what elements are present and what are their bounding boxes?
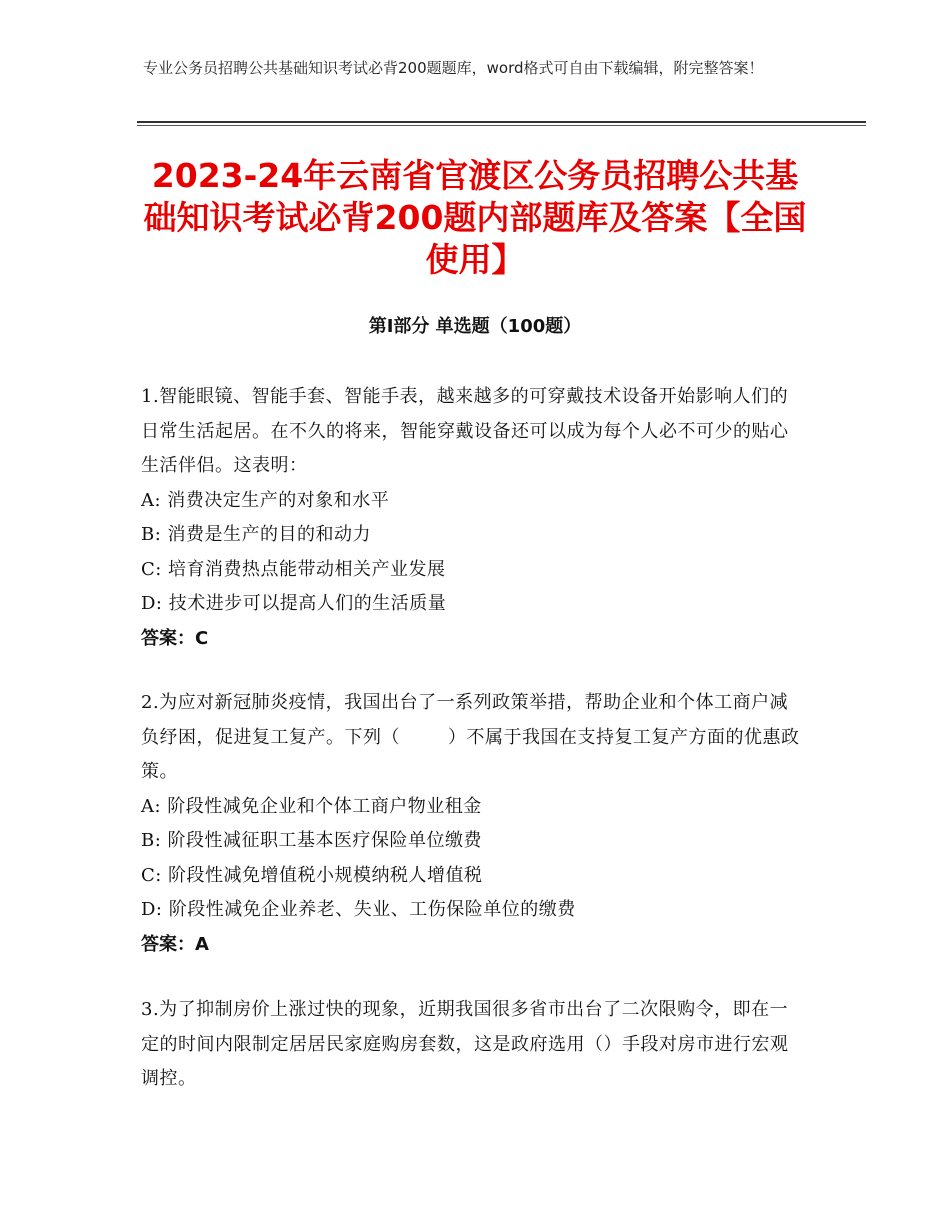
option-a: A: 消费决定生产的对象和水平 — [141, 489, 390, 511]
option-c: C: 阶段性减免增值税小规模纳税人增值税 — [141, 864, 483, 886]
answer-label: 答案： — [141, 933, 195, 955]
option-a: A: 阶段性减免企业和个体工商户物业租金 — [141, 795, 482, 817]
document-title: 2023-24年云南省官渡区公务员招聘公共基础知识考试必背200题内部题库及答案【全国使用】 — [143, 156, 807, 279]
option-b: B: 阶段性减征职工基本医疗保险单位缴费 — [141, 830, 483, 851]
question-3 — [141, 993, 806, 1097]
question-stem-part-1: 2.为应对新冠肺炎疫情，我国出台了一系列政策举措，帮助企业和个体工商户减负纾困，促进复工复产。下列（ — [141, 692, 789, 748]
answer-line — [141, 622, 806, 657]
question-2 — [141, 686, 806, 962]
question-stem: 1.智能眼镜、智能手套、智能手表，越来越多的可穿戴技术设备开始影响人们的日常生活起居。在不久的将来，智能穿戴设备还可以成为每个人必不可少的贴心生活伴侣。这表明： — [141, 386, 789, 476]
option-d: D: 技术进步可以提高人们的生活质量 — [141, 593, 447, 614]
header-note: 专业公务员招聘公共基础知识考试必背200题题库，word格式可自由下载编辑，附完整答案！ — [143, 59, 764, 77]
option-d: D: 阶段性减免企业养老、失业、工伤保险单位的缴费 — [141, 899, 576, 920]
option-b: B: 消费是生产的目的和动力 — [141, 524, 372, 545]
section-heading: 第I部分 单选题（100题） — [368, 316, 582, 337]
header-rule-thin — [137, 125, 866, 126]
answer-label: 答案： — [141, 627, 195, 649]
answer-line — [141, 928, 806, 963]
answer-value: C — [195, 627, 209, 649]
header-rule-thick — [137, 121, 866, 123]
question-stem: 3.为了抑制房价上涨过快的现象，近期我国很多省市出台了二次限购令，即在一定的时间内限制定居居民家庭购房套数，这是政府选用（）手段对房市进行宏观调控。 — [141, 999, 789, 1089]
question-stem-part-2: ）不属于我国在支持复工复产方面的优惠政策。 — [141, 726, 800, 782]
answer-value: A — [195, 933, 209, 955]
option-c: C: 培育消费热点能带动相关产业发展 — [141, 558, 446, 580]
question-1 — [141, 380, 806, 656]
question-stem — [141, 686, 806, 790]
